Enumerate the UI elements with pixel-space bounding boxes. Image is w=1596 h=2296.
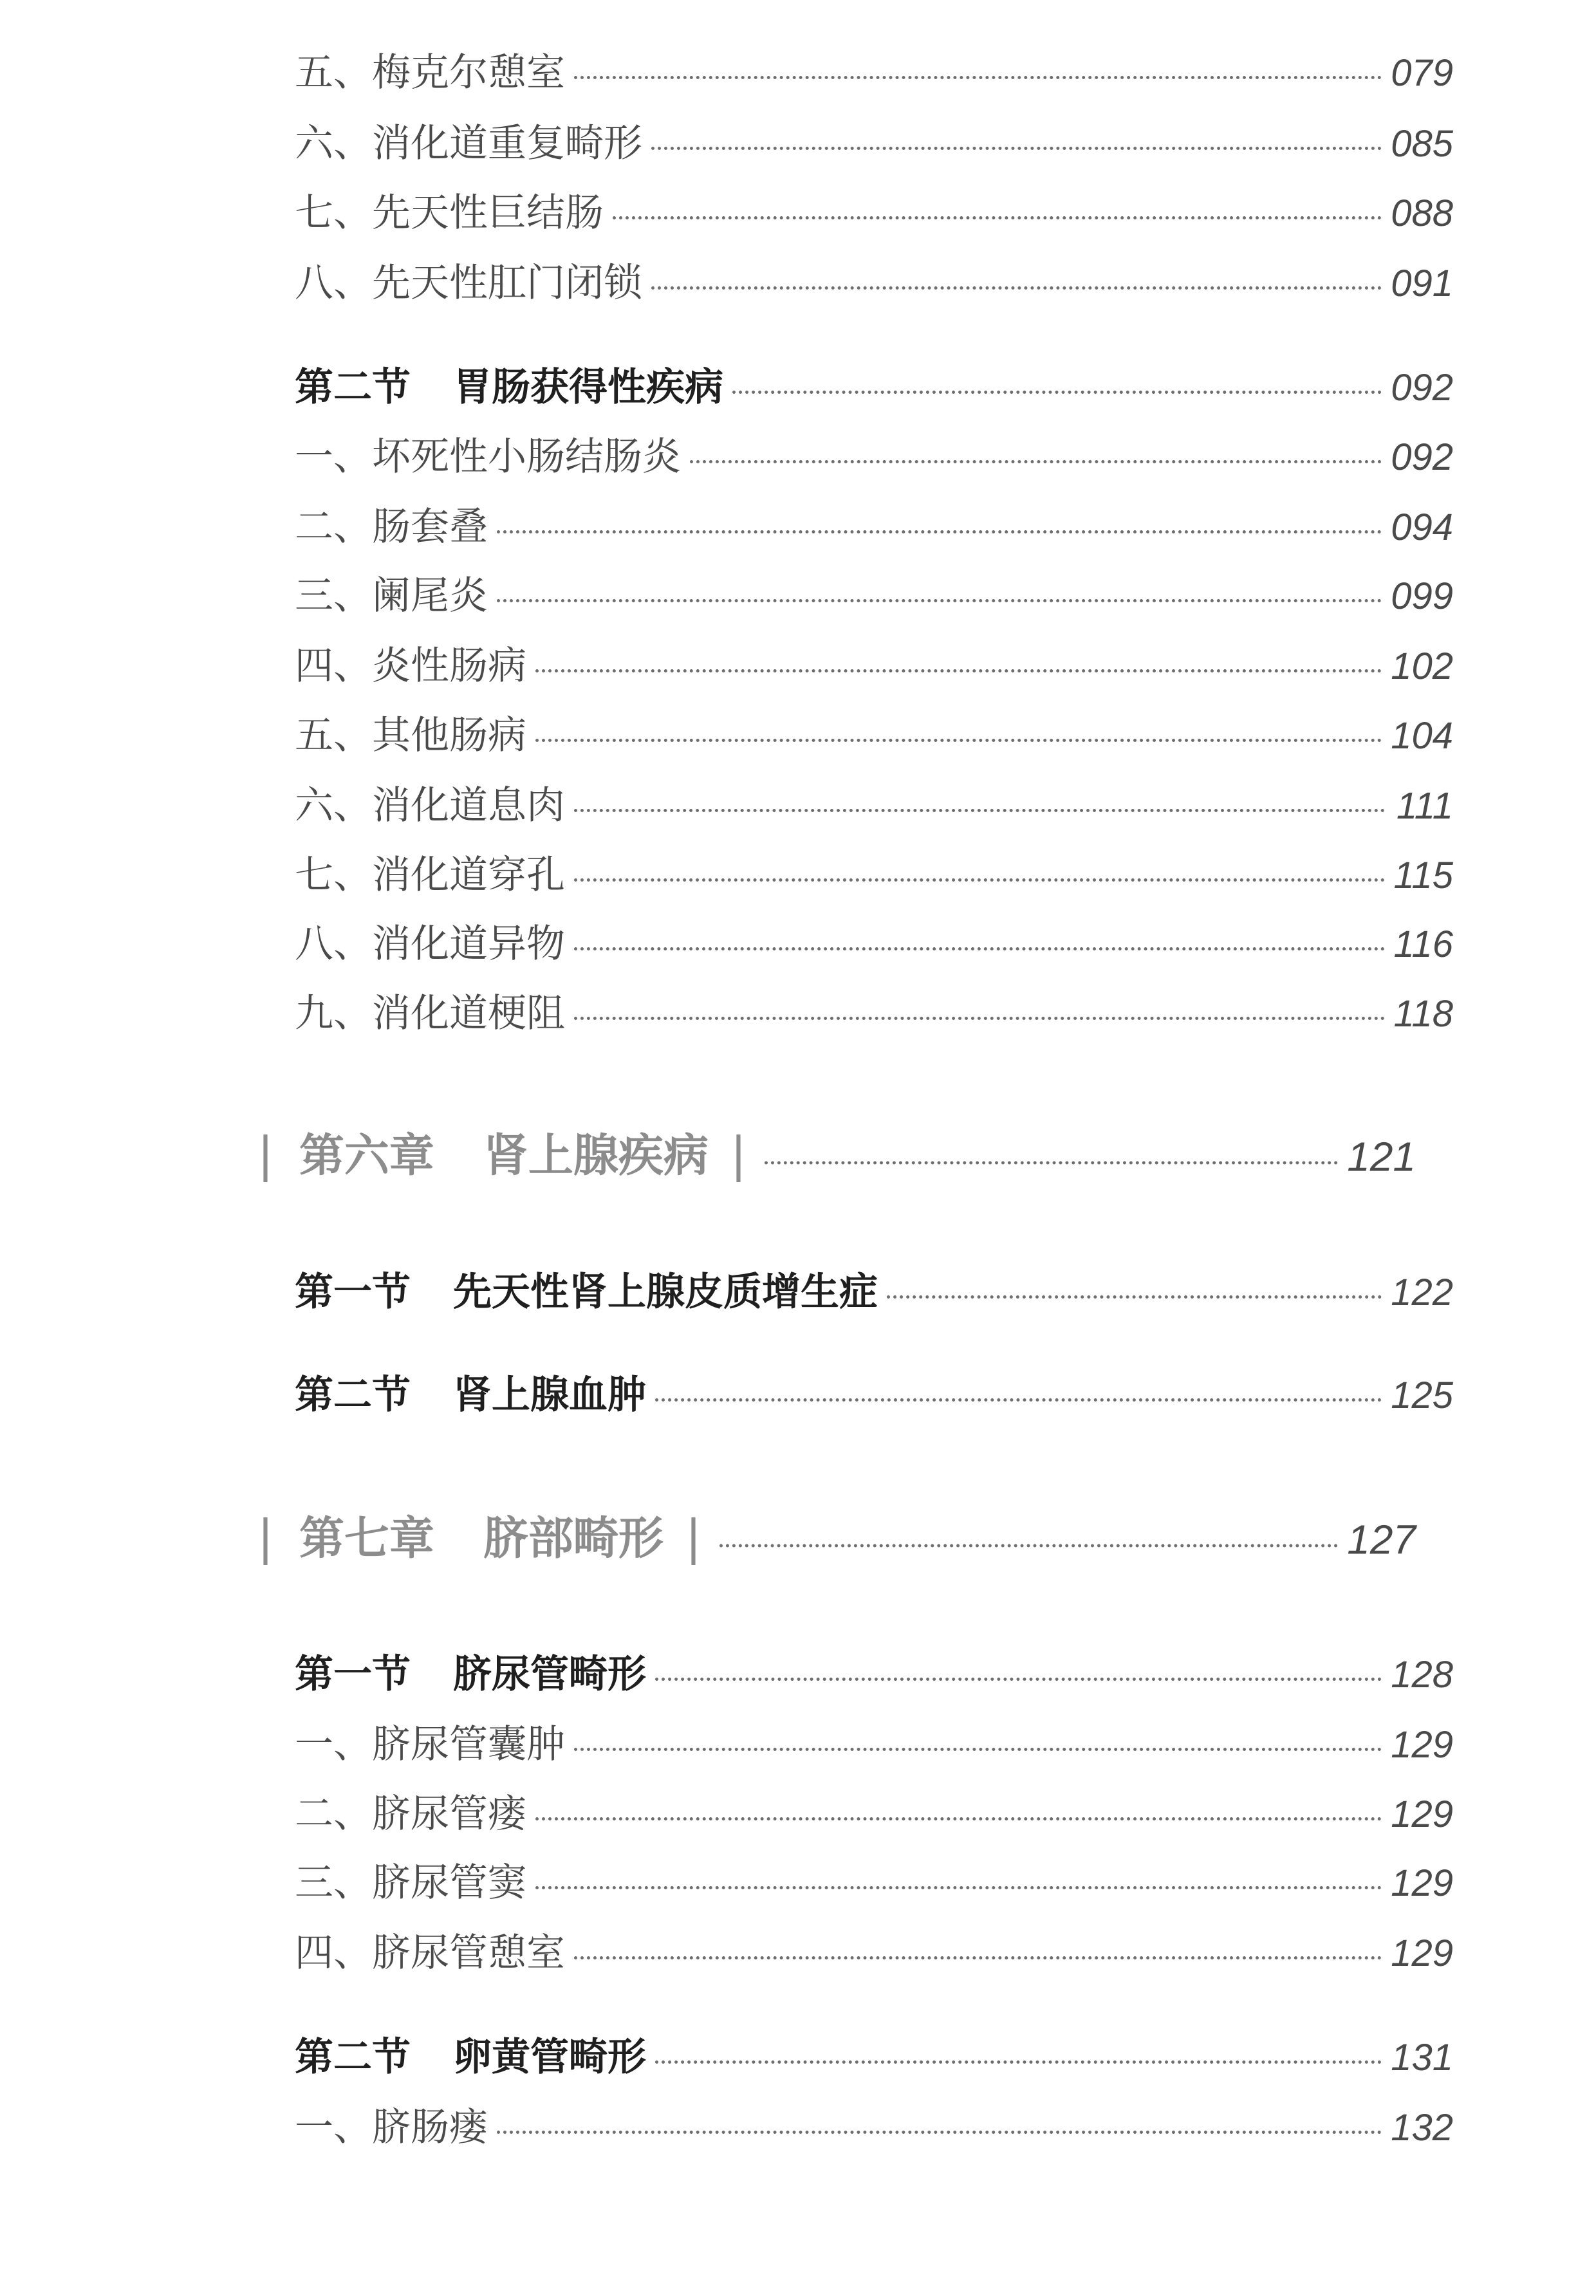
toc-entry[interactable] xyxy=(295,1922,1453,1977)
toc-entry[interactable] xyxy=(295,1783,1453,1838)
page-number: 129 xyxy=(1391,1793,1453,1835)
entry-title: 三、阑尾炎 xyxy=(295,573,488,618)
page-number: 132 xyxy=(1391,2107,1453,2149)
dot-leader xyxy=(497,530,1382,533)
dot-leader xyxy=(574,1748,1382,1751)
dot-leader xyxy=(535,669,1382,672)
section-number: 第一节 xyxy=(295,1270,411,1315)
toc-entry[interactable] xyxy=(295,113,1453,168)
chapter-bar-right: | xyxy=(685,1510,701,1566)
toc-entry[interactable] xyxy=(295,635,1453,690)
chapter-number: 第六章 xyxy=(299,1129,434,1182)
toc-entry[interactable] xyxy=(295,565,1453,620)
page-number: 118 xyxy=(1393,993,1453,1035)
entry-title: 八、先天性肛门闭锁 xyxy=(295,261,642,306)
chapter-bar-right: | xyxy=(730,1127,747,1183)
page-number: 111 xyxy=(1396,785,1453,827)
dot-leader xyxy=(574,1956,1382,1959)
dot-leader xyxy=(497,599,1382,602)
page-number: 102 xyxy=(1391,645,1453,687)
section-title: 卵黄管畸形 xyxy=(453,2035,646,2080)
toc-entry[interactable] xyxy=(295,2097,1453,2152)
chapter-bar-left: | xyxy=(257,1510,274,1566)
section-title: 先天性肾上腺皮质增生症 xyxy=(453,1270,878,1315)
toc-entry[interactable] xyxy=(295,844,1453,900)
section-title: 脐尿管畸形 xyxy=(453,1652,646,1697)
entry-title: 四、脐尿管憩室 xyxy=(295,1930,565,1976)
dot-leader xyxy=(535,1886,1382,1889)
entry-title: 二、肠套叠 xyxy=(295,505,488,550)
toc-entry[interactable] xyxy=(295,182,1453,237)
entry-title: 四、炎性肠病 xyxy=(295,643,526,689)
entry-title: 六、消化道息肉 xyxy=(295,783,565,828)
page-number: 115 xyxy=(1393,855,1453,896)
entry-title: 三、脐尿管窦 xyxy=(295,1860,526,1905)
dot-leader xyxy=(887,1295,1382,1299)
entry-title: 八、消化道异物 xyxy=(295,921,565,967)
dot-leader xyxy=(655,1398,1382,1402)
toc-chapter-entry[interactable] xyxy=(257,1120,1416,1185)
toc-entry[interactable] xyxy=(295,42,1453,97)
entry-title: 一、脐肠瘘 xyxy=(295,2105,488,2150)
page-number: 088 xyxy=(1391,192,1453,234)
dot-leader xyxy=(574,878,1385,882)
toc-entry[interactable] xyxy=(295,775,1453,830)
toc-entry[interactable] xyxy=(295,496,1453,551)
section-number: 第二节 xyxy=(295,365,411,410)
section-number: 第一节 xyxy=(295,1652,411,1697)
dot-leader xyxy=(655,1678,1382,1681)
page-number: 116 xyxy=(1393,923,1453,965)
dot-leader xyxy=(574,76,1382,79)
toc-entry[interactable] xyxy=(295,1714,1453,1769)
entry-title: 七、先天性巨结肠 xyxy=(295,190,604,236)
entry-title: 六、消化道重复畸形 xyxy=(295,121,642,166)
page-number: 127 xyxy=(1347,1516,1416,1563)
page-number: 129 xyxy=(1391,1862,1453,1904)
page-number: 129 xyxy=(1391,1724,1453,1766)
entry-title: 一、坏死性小肠结肠炎 xyxy=(295,434,681,479)
toc-section-entry[interactable] xyxy=(295,356,1453,412)
toc-entry[interactable] xyxy=(295,1852,1453,1907)
toc-chapter-entry[interactable] xyxy=(257,1503,1416,1568)
dot-leader xyxy=(719,1544,1338,1548)
page-number: 092 xyxy=(1391,436,1453,478)
toc-section-entry[interactable] xyxy=(295,1261,1453,1317)
toc-entry[interactable] xyxy=(295,913,1453,968)
page-number: 104 xyxy=(1391,715,1453,757)
dot-leader xyxy=(535,1817,1382,1820)
section-title: 肾上腺血肿 xyxy=(453,1373,646,1418)
entry-title: 五、梅克尔憩室 xyxy=(295,50,565,95)
dot-leader xyxy=(574,1017,1385,1020)
chapter-title: 脐部畸形 xyxy=(483,1512,663,1565)
page-number: 091 xyxy=(1391,263,1453,304)
toc-section-entry[interactable] xyxy=(295,1643,1453,1699)
page-number: 122 xyxy=(1391,1272,1453,1313)
dot-leader xyxy=(574,809,1385,812)
dot-leader xyxy=(651,286,1382,290)
toc-entry[interactable] xyxy=(295,252,1453,308)
entry-title: 一、脐尿管囊肿 xyxy=(295,1722,565,1767)
page-number: 131 xyxy=(1391,2037,1453,2078)
entry-title: 二、脐尿管瘘 xyxy=(295,1791,526,1837)
page-number: 129 xyxy=(1391,1932,1453,1974)
dot-leader xyxy=(613,216,1382,219)
section-number: 第二节 xyxy=(295,1373,411,1418)
page-number: 099 xyxy=(1391,575,1453,617)
entry-title: 七、消化道穿孔 xyxy=(295,853,565,898)
dot-leader xyxy=(574,947,1385,950)
section-title: 胃肠获得性疾病 xyxy=(453,365,723,410)
toc-entry[interactable] xyxy=(295,705,1453,760)
toc-section-entry[interactable] xyxy=(295,2026,1453,2082)
dot-leader xyxy=(535,739,1382,742)
chapter-bar-left: | xyxy=(257,1127,274,1183)
dot-leader xyxy=(497,2131,1382,2134)
chapter-number: 第七章 xyxy=(299,1512,434,1565)
chapter-title: 肾上腺疾病 xyxy=(483,1129,709,1182)
dot-leader xyxy=(765,1162,1338,1165)
page-number: 079 xyxy=(1391,52,1453,94)
dot-leader xyxy=(651,147,1382,150)
page-number: 128 xyxy=(1391,1654,1453,1696)
page-number: 092 xyxy=(1391,367,1453,409)
toc-section-entry[interactable] xyxy=(295,1364,1453,1420)
entry-title: 五、其他肠病 xyxy=(295,713,526,758)
entry-title: 九、消化道梗阻 xyxy=(295,991,565,1036)
page-number: 125 xyxy=(1391,1375,1453,1416)
page-number: 121 xyxy=(1347,1133,1416,1180)
dot-leader xyxy=(655,2060,1382,2064)
page-number: 085 xyxy=(1391,123,1453,165)
dot-leader xyxy=(732,391,1382,394)
page-number: 094 xyxy=(1391,506,1453,548)
section-number: 第二节 xyxy=(295,2035,411,2080)
toc-entry[interactable] xyxy=(295,983,1453,1038)
dot-leader xyxy=(690,460,1382,463)
toc-entry[interactable] xyxy=(295,426,1453,481)
